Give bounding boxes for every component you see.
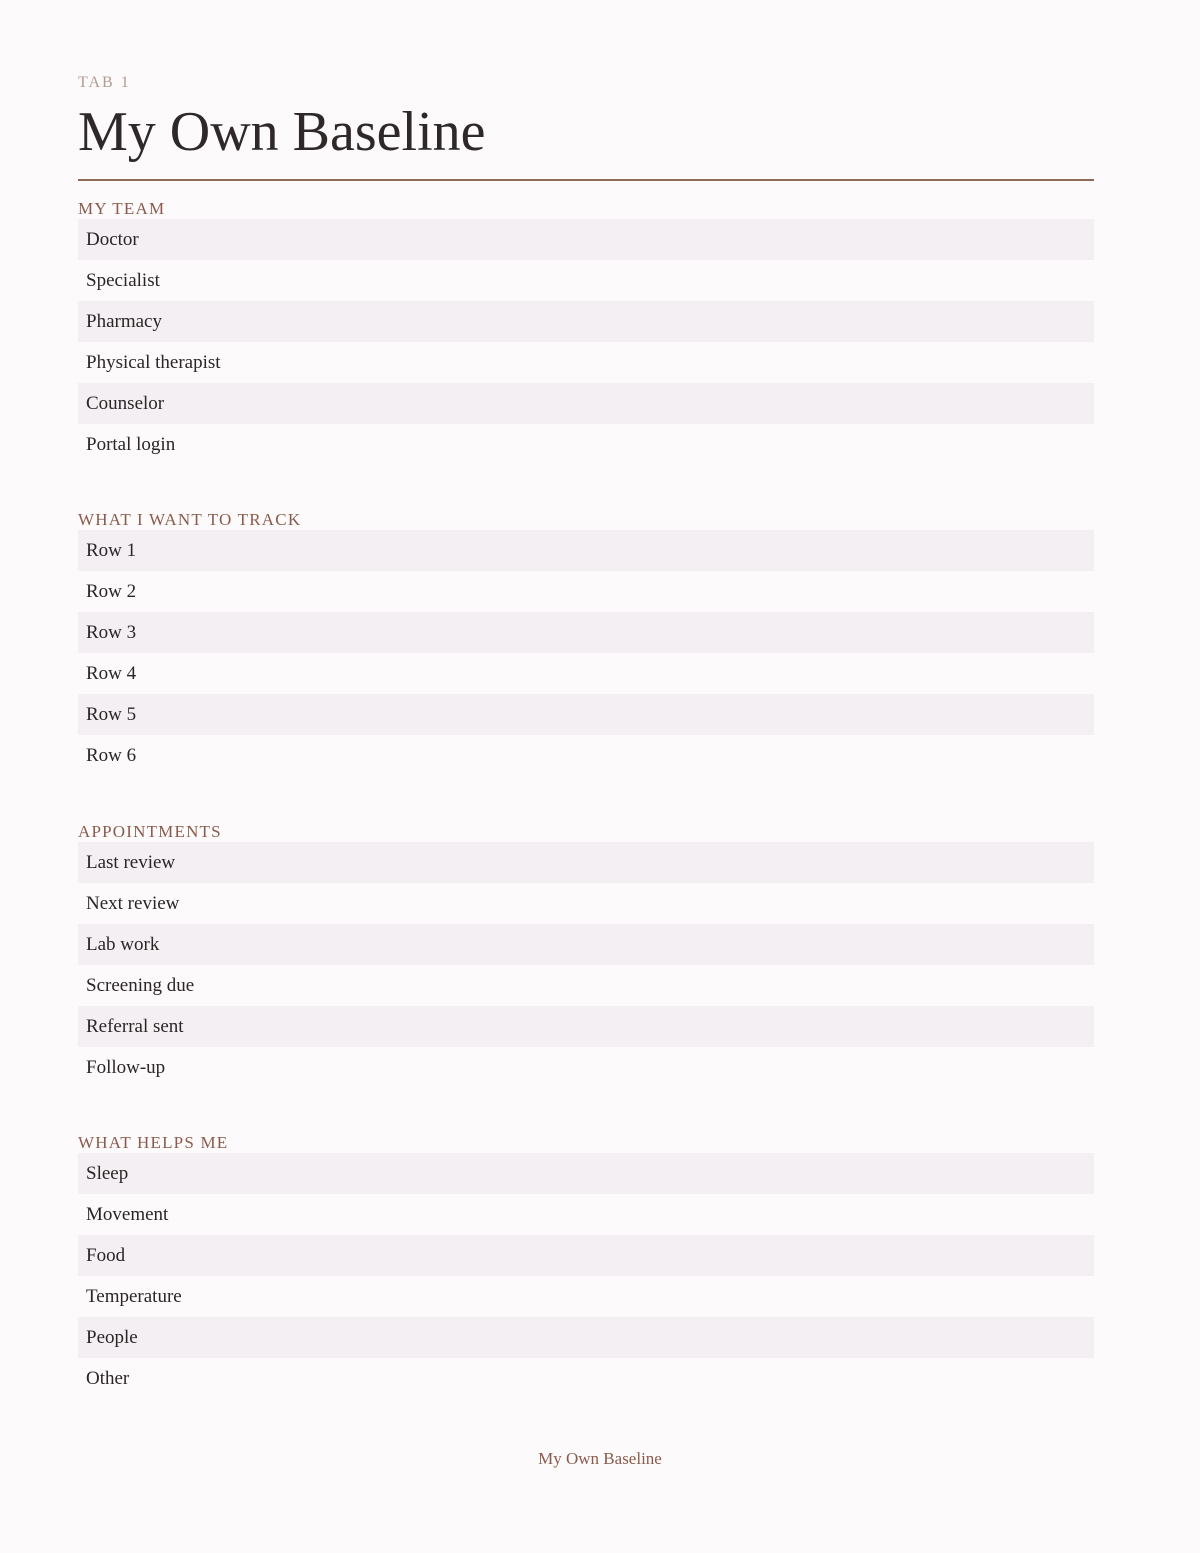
page-footer: My Own Baseline: [538, 1449, 662, 1468]
section-title: WHAT I WANT TO TRACK: [78, 510, 302, 529]
list-item: Pharmacy: [78, 301, 1094, 342]
list-item: Follow-up: [86, 1057, 166, 1078]
list-item: Counselor: [78, 383, 1094, 424]
list-item: Row 3: [78, 612, 1094, 653]
list-item: Portal login: [86, 434, 176, 455]
list-item: Row 4: [86, 663, 137, 684]
list-item: Sleep: [78, 1153, 1094, 1194]
list-item: Specialist: [86, 270, 160, 291]
list-item: Screening due: [86, 975, 195, 996]
section-what-helps-me: [78, 1133, 1094, 1399]
list-item: Row 2: [86, 581, 137, 602]
list-item: Doctor: [78, 219, 1094, 260]
list-item: Row 6: [86, 745, 137, 766]
list-item: Lab work: [78, 924, 1094, 965]
list-item: People: [78, 1317, 1094, 1358]
section-title: MY TEAM: [78, 199, 166, 218]
section-title: APPOINTMENTS: [78, 822, 222, 841]
section-title: WHAT HELPS ME: [78, 1133, 229, 1152]
list-item: Row 1: [78, 530, 1094, 571]
section-my-team: [78, 199, 1094, 465]
list-item: Physical therapist: [86, 352, 221, 373]
list-item: Referral sent: [78, 1006, 1094, 1047]
section-appointments: [78, 822, 1094, 1088]
title-divider: [78, 179, 1094, 181]
tab-label: TAB 1: [78, 74, 131, 91]
list-item: Last review: [78, 842, 1094, 883]
list-item: Next review: [86, 893, 180, 914]
list-item: Movement: [86, 1204, 169, 1225]
list-item: Other: [86, 1368, 130, 1389]
list-item: Temperature: [86, 1286, 182, 1307]
page-title: My Own Baseline: [78, 101, 486, 163]
list-item: Row 5: [78, 694, 1094, 735]
section-what-i-want-to-track: [78, 510, 1094, 776]
list-item: Food: [78, 1235, 1094, 1276]
